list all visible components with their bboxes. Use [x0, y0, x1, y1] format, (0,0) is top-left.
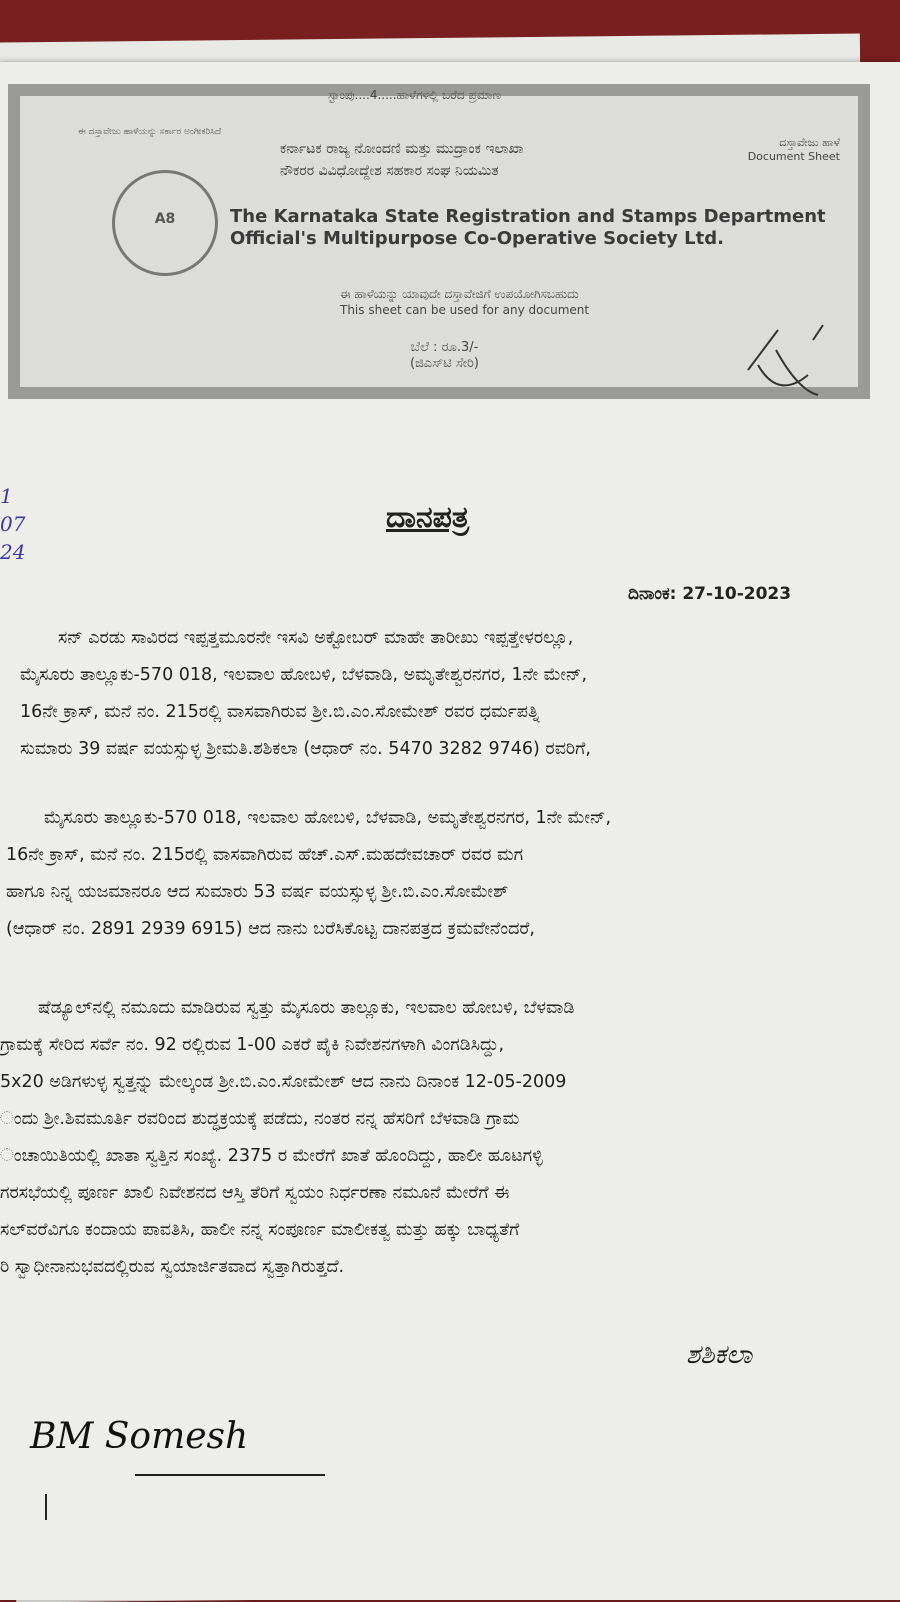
margin-note-line3: 24	[0, 540, 26, 564]
document-sheet-label	[748, 136, 840, 164]
stamp-kannada-heading	[280, 138, 700, 182]
paragraph-1	[20, 620, 856, 768]
society-seal	[112, 170, 218, 276]
text-line: ಸನ್ ಎರಡು ಸಾವಿರದ ಇಪ್ಪತ್ತಮೂರನೇ ಇಸವಿ ಅಕ್ಟೋಬರ್ ಮಾಹೇ ತಾರೀಖು ಇಪ್ಪತ್ತೇಳರಲ್ಲೂ,	[58, 628, 574, 648]
sheet-usage-kannada: ಈ ಹಾಳೆಯನ್ನು ಯಾವುದೇ ದಸ್ತಾವೇಜಿಗೆ ಉಪಯೋಗಿಸಬಹುದು	[340, 287, 579, 301]
text-line: ಷೆಡ್ಯೂಲ್‌ನಲ್ಲಿ ನಮೂದು ಮಾಡಿರುವ ಸ್ವತ್ತು ಮೈಸೂರು ತಾಲ್ಲೂಕು, ಇಲವಾಲ ಹೋಬಳಿ, ಬೆಳವಾಡಿ	[38, 998, 575, 1018]
stamp-english-heading	[230, 206, 826, 250]
tick-mark	[45, 1494, 47, 1520]
margin-note-line2: 07	[0, 512, 26, 536]
signature-underline	[135, 1474, 325, 1476]
paragraph-2	[6, 800, 856, 948]
stamp-small-note: ಈ ದಸ್ತಾವೇಜು ಹಾಳೆಯನ್ನು ಸರ್ಕಾರ ಅಂಗೀಕರಿಸಿದೆ	[78, 127, 222, 137]
text-line: 16ನೇ ಕ್ರಾಸ್, ಮನೆ ನಂ. 215ರಲ್ಲಿ ವಾಸವಾಗಿರುವ ಹೆಚ್.ಎಸ್.ಮಹದೇವಚಾರ್ ರವರ ಮಗ	[6, 845, 524, 865]
doc-sheet-kannada: ದಸ್ತಾವೇಜು ಹಾಳೆ	[779, 136, 840, 149]
donor-signature: BM Somesh	[30, 1416, 249, 1457]
text-line: ಮೈಸೂರು ತಾಲ್ಲೂಕು-570 018, ಇಲವಾಲ ಹೋಬಳಿ, ಬೆಳವಾಡಿ, ಅಮೃತೇಶ್ವರನಗರ, 1ನೇ ಮೇನ್,	[20, 665, 588, 685]
text-line: 16ನೇ ಕ್ರಾಸ್, ಮನೆ ನಂ. 215ರಲ್ಲಿ ವಾಸವಾಗಿರುವ ಶ್ರೀ.ಬಿ.ಎಂ.ಸೋಮೇಶ್ ರವರ ಧರ್ಮಪತ್ನಿ	[20, 702, 540, 722]
text-line: ರಿ ಸ್ವಾಧೀನಾನುಭವದಲ್ಲಿರುವ ಸ್ವಯಾರ್ಜಿತವಾದ ಸ್ವತ್ತಾಗಿರುತ್ತದೆ.	[0, 1257, 345, 1277]
stamp-english-line1: The Karnataka State Registration and Stamps Department	[230, 206, 826, 227]
stamp-english-line2: Official's Multipurpose Co-Operative Society Ltd.	[230, 228, 724, 249]
text-line: ಗರಸಭೆಯಲ್ಲಿ ಪೂರ್ಣ ಖಾಲಿ ನಿವೇಶನದ ಆಸ್ತಿ ತೆರಿಗೆ ಸ್ವಯಂ ನಿರ್ಧರಣಾ ನಮೂನೆ ಮೇರೆಗೆ ಈ	[0, 1183, 510, 1203]
text-line: ಹಾಗೂ ನಿನ್ನ ಯಜಮಾನರೂ ಆದ ಸುಮಾರು 53 ವರ್ಷ ವಯಸ್ಸುಳ್ಳ ಶ್ರೀ.ಬಿ.ಎಂ.ಸೋಮೇಶ್	[6, 882, 509, 902]
document-date: ದಿನಾಂಕ: 27-10-2023	[628, 584, 792, 604]
text-line: ಗ್ರಾಮಕ್ಕೆ ಸೇರಿದ ಸರ್ವೆ ನಂ. 92 ರಲ್ಲಿರುವ 1-00 ಎಕರೆ ಪೈಕಿ ನಿವೇಶನಗಳಾಗಿ ವಿಂಗಡಿಸಿದ್ದು,	[0, 1035, 505, 1055]
seal-text: A8	[154, 211, 176, 227]
stamp-top-note: ಸ್ಟಾಂಪು....4.....ಹಾಳೆಗಳಲ್ಲಿ ಬರೆದ ಪ್ರಮಾಣ	[328, 88, 501, 102]
stamp-kannada-line1: ಕರ್ನಾಟಕ ರಾಜ್ಯ ನೋಂದಣಿ ಮತ್ತು ಮುದ್ರಾಂಕ ಇಲಾಖಾ	[280, 141, 524, 157]
price-note: (ಜಿಎಸ್‌ಟಿ ಸೇರಿ)	[410, 356, 479, 371]
paragraph-3	[0, 990, 866, 1286]
recipient-signature: ಶಶಿಕಲಾ	[686, 1340, 753, 1370]
text-line: ಂಚಾಯಿತಿಯಲ್ಲಿ ಖಾತಾ ಸ್ವತ್ತಿನ ಸಂಖ್ಯೆ. 2375 ರ ಮೇರೆಗೆ ಖಾತೆ ಹೊಂದಿದ್ದು, ಹಾಲೀ ಹೂಟಗಳ್ಳಿ	[0, 1146, 543, 1166]
text-line: ಸಲ್‌ವರೆವಿಗೂ ಕಂದಾಯ ಪಾವತಿಸಿ, ಹಾಲೀ ನನ್ನ ಸಂಪೂರ್ಣ ಮಾಲೀಕತ್ವ ಮತ್ತು ಹಕ್ಕು ಬಾಧ್ಯತೆಗೆ	[0, 1220, 520, 1240]
price-value: ಬೆಲೆ : ರೂ.3/-	[410, 340, 479, 355]
doc-sheet-english: Document Sheet	[747, 150, 840, 163]
margin-note-line1: 1	[0, 484, 13, 508]
text-line: ಸುಮಾರು 39 ವರ್ಷ ವಯಸ್ಸುಳ್ಳ ಶ್ರೀಮತಿ.ಶಶಿಕಲಾ (ಆಧಾರ್ ನಂ. 5470 3282 9746) ರವರಿಗೆ,	[20, 739, 591, 759]
margin-annotation	[0, 482, 25, 566]
sheet-usage-english: This sheet can be used for any document	[340, 303, 590, 317]
text-line: 5x20 ಅಡಿಗಳುಳ್ಳ ಸ್ವತ್ತನ್ನು ಮೇಲ್ಕಂಡ ಶ್ರೀ.ಬಿ.ಎಂ.ಸೋಮೇಶ್ ಆದ ನಾನು ದಿನಾಂಕ 12-05-2009	[0, 1072, 567, 1092]
stamp-price	[410, 340, 479, 372]
stamp-signature-mark	[738, 320, 828, 400]
stamp-paper-header	[8, 84, 870, 399]
text-line: ಮೈಸೂರು ತಾಲ್ಲೂಕು-570 018, ಇಲವಾಲ ಹೋಬಳಿ, ಬೆಳವಾಡಿ, ಅಮೃತೇಶ್ವರನಗರ, 1ನೇ ಮೇನ್,	[44, 808, 612, 828]
sheet-usage-note	[340, 286, 589, 318]
document-title: ದಾನಪತ್ರ	[386, 500, 470, 535]
stamp-kannada-line2: ನೌಕರರ ವಿವಿಧೋದ್ದೇಶ ಸಹಕಾರ ಸಂಘ ನಿಯಮಿತ	[280, 163, 499, 179]
text-line: ಂದು ಶ್ರೀ.ಶಿವಮೂರ್ತಿ ರವರಿಂದ ಶುದ್ಧಕ್ರಯಕ್ಕೆ ಪಡೆದು, ನಂತರ ನನ್ನ ಹೆಸರಿಗೆ ಬೆಳವಾಡಿ ಗ್ರಾಮ	[0, 1109, 520, 1129]
text-line: (ಆಧಾರ್ ನಂ. 2891 2939 6915) ಆದ ನಾನು ಬರೆಸಿಕೊಟ್ಟ ದಾನಪತ್ರದ ಕ್ರಮವೇನೆಂದರೆ,	[6, 919, 535, 939]
